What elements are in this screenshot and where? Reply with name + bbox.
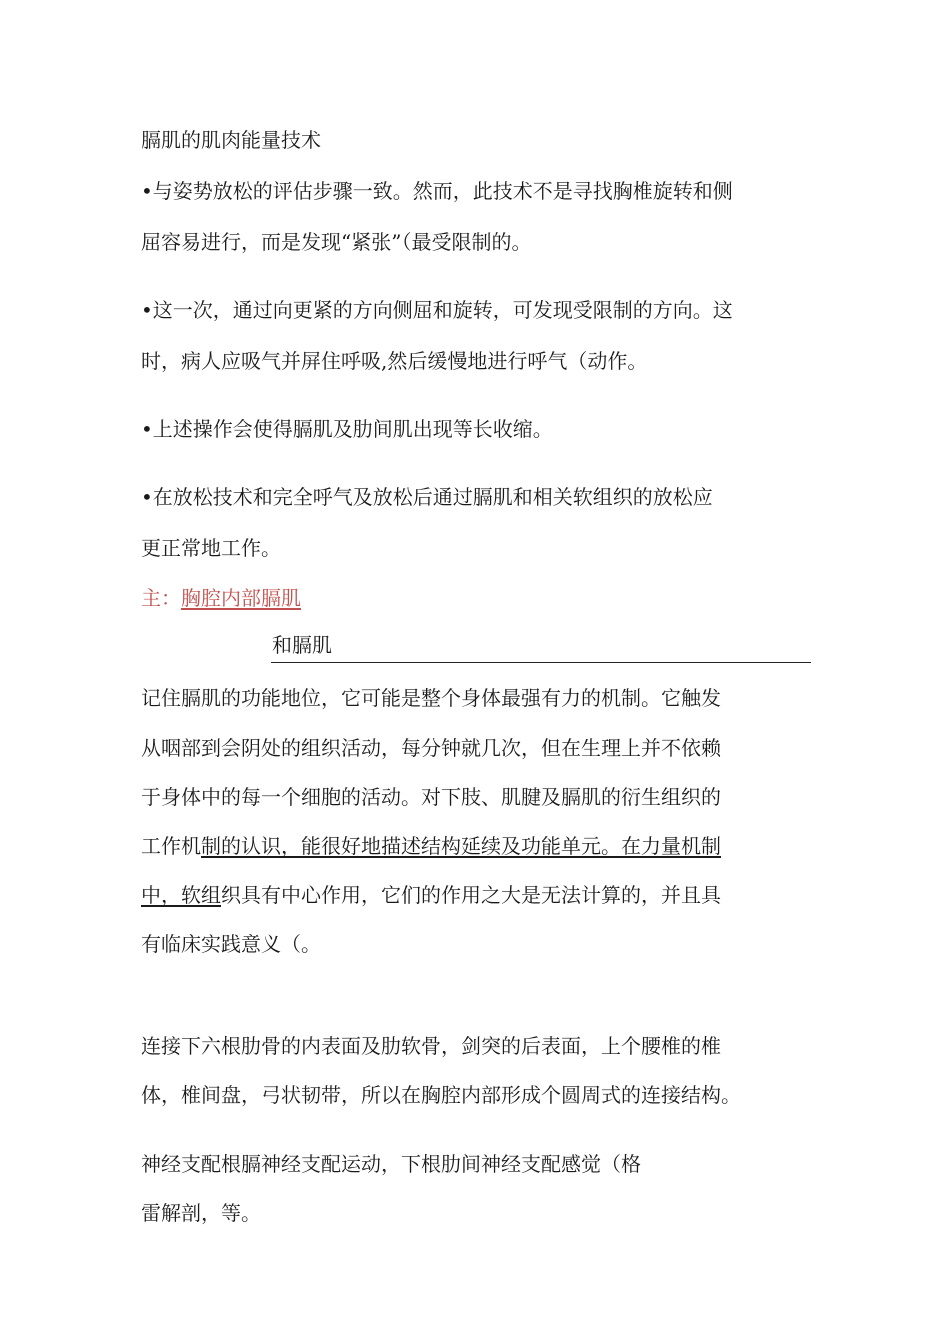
- subheading-rule: [271, 662, 811, 663]
- bullet-4-line-2: 更正常地工作。: [141, 536, 281, 560]
- para-2-line-2: 体，椎间盘，弓状韧带，所以在胸腔内部形成个圆周式的连接结构。: [141, 1083, 741, 1107]
- para-1-line-2: 从咽部到会阴处的组织活动，每分钟就几次，但在生理上并不依赖: [141, 736, 721, 760]
- bullet-3-line-1: •上述操作会使得膈肌及肋间肌出现等长收缩。: [141, 417, 553, 441]
- bullet-2-line-1: •这一次，通过向更紧的方向侧屈和旋转，可发现受限制的方向。这: [141, 298, 733, 322]
- bullet-2-line-2: 时，病人应吸气并屏住呼吸,然后缓慢地进行呼气（动作。: [141, 349, 648, 373]
- subheading: 和膈肌: [272, 633, 332, 657]
- para-1-line-5-underlined: 中，软组: [141, 883, 221, 907]
- bullet-1-line-1: •与姿势放松的评估步骤一致。然而，此技术不是寻找胸椎旋转和侧: [141, 179, 733, 203]
- para-1-line-4-underlined: 制的认识，能很好地描述结构延续及功能单元。在力量机制: [201, 834, 721, 858]
- para-1-line-6: 有临床实践意义（。: [141, 932, 321, 956]
- bullet-4-line-1: •在放松技术和完全呼气及放松后通过膈肌和相关软组织的放松应: [141, 485, 713, 509]
- note-line: [141, 584, 301, 612]
- para-1-line-4-plain: 工作机: [141, 834, 201, 858]
- para-3-line-2: 雷解剖，等。: [141, 1201, 261, 1225]
- note-link[interactable]: 胸腔内部膈肌: [181, 586, 301, 610]
- para-1-line-5: [141, 881, 721, 909]
- para-1-line-4: [141, 832, 721, 860]
- para-1-line-5-plain: 织具有中心作用，它们的作用之大是无法计算的，并且具: [221, 883, 721, 907]
- para-1-line-1: 记住膈肌的功能地位，它可能是整个身体最强有力的机制。它触发: [141, 686, 721, 710]
- note-prefix: 主：: [141, 586, 181, 610]
- para-1-line-3: 于身体中的每一个细胞的活动。对下肢、肌腱及膈肌的衍生组织的: [141, 785, 721, 809]
- para-2-line-1: 连接下六根肋骨的内表面及肋软骨，剑突的后表面，上个腰椎的椎: [141, 1034, 721, 1058]
- bullet-1-line-2: 屈容易进行，而是发现“紧张”（最受限制的。: [141, 230, 532, 254]
- para-3-line-1: 神经支配根膈神经支配运动，下根肋间神经支配感觉（格: [141, 1152, 641, 1176]
- page-title: 膈肌的肌肉能量技术: [141, 128, 321, 152]
